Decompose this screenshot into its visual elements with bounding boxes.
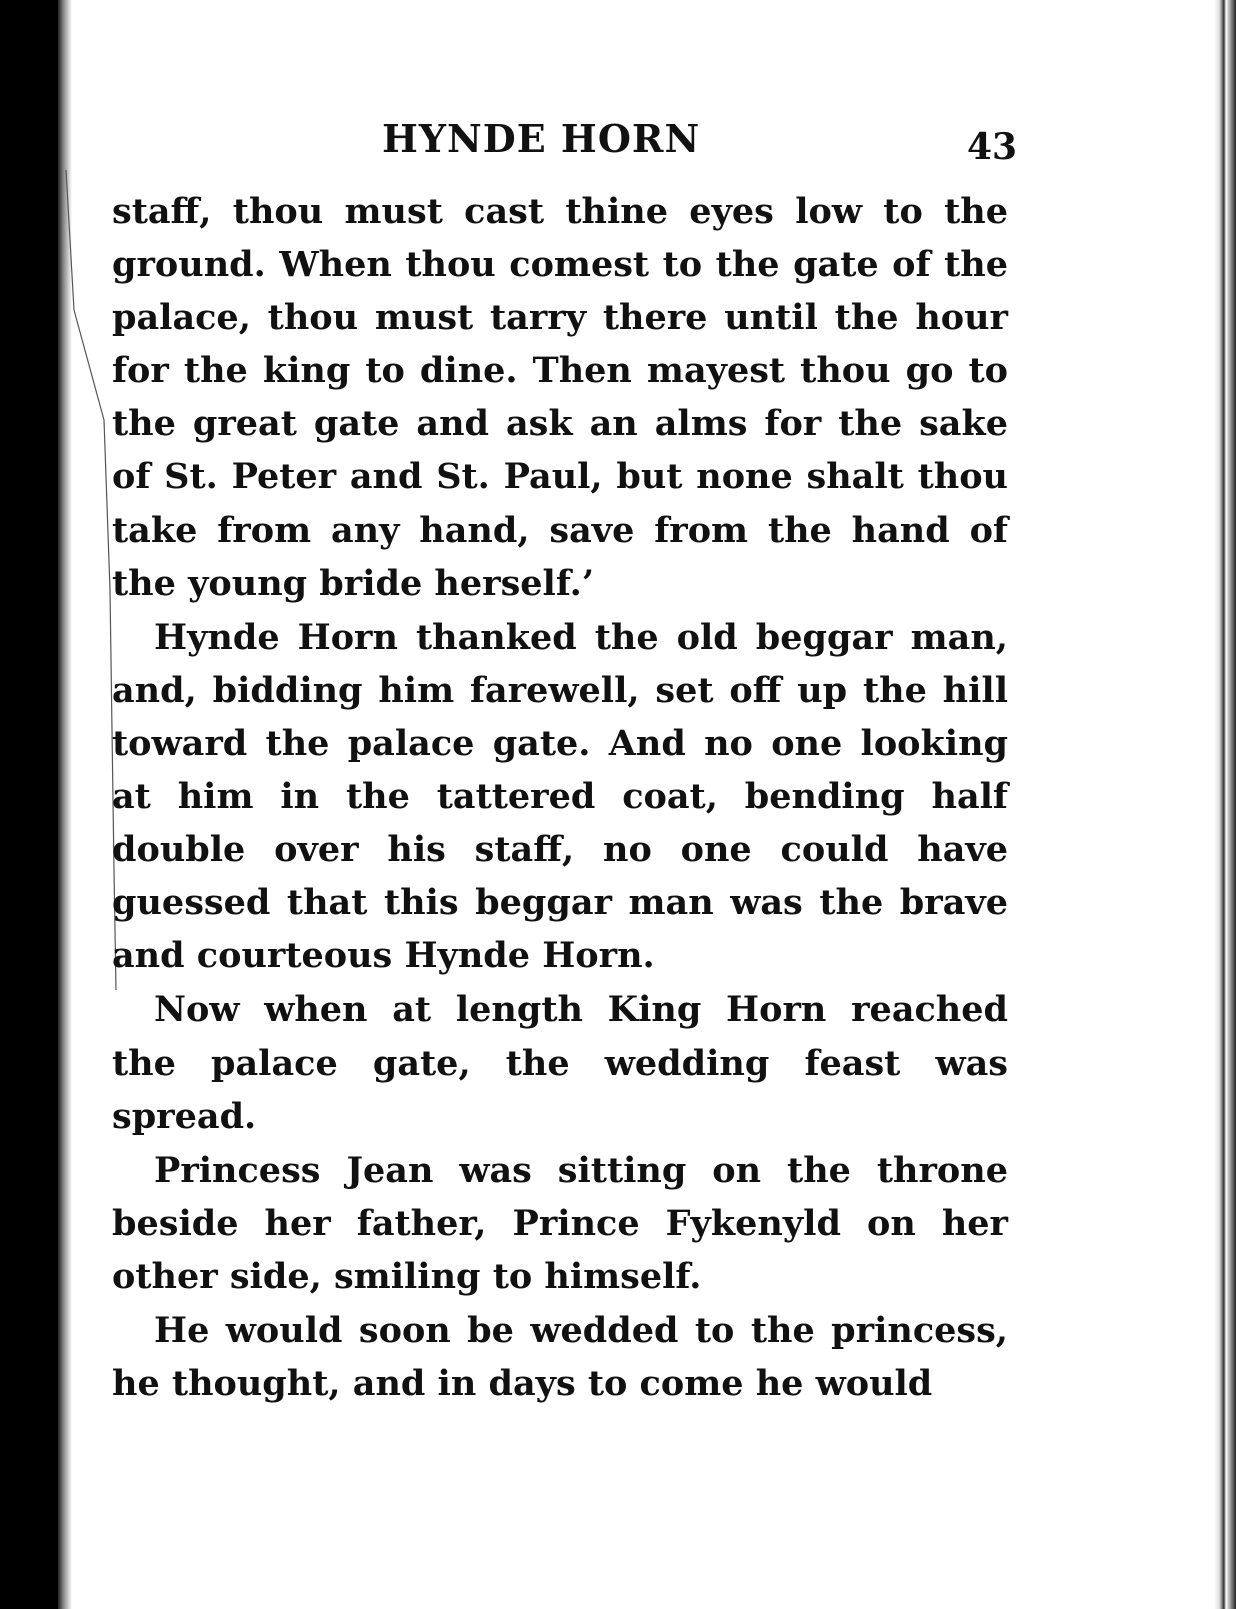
paragraph: Princess Jean was sitting on the throne beside her father, Prince Fykenyld on her other side, smiling to himself.: [112, 1149, 1008, 1297]
scan-page-edge: [1214, 0, 1236, 1609]
paragraph: He would soon be wedded to the princess, he thought, and in days to come he would: [112, 1309, 1008, 1405]
paragraph: Now when at length King Horn reached the palace gate, the wedding feast was spread.: [112, 989, 1008, 1137]
page-header: [112, 112, 1018, 172]
page-number: 43: [967, 126, 1018, 168]
paragraph: Hynde Horn thanked the old beggar man, and, bidding him farewell, set off up the hill toward the palace gate. And no one looking at him in the tattered coat, bending half double over his staff, no one could have guessed that this beggar man was the brave and courteous Hynde Horn.: [112, 616, 1008, 977]
paragraph-continued: staff, thou must cast thine eyes low to the ground. When thou comest to the gate of the palace, thou must tarry there until the hour for the king to dine. Then mayest thou go to the great gate and ask an alms for the sake of St. Peter and St. Paul, but none shalt thou take from any hand, save from the hand of the young bride herself.’: [112, 191, 1008, 604]
scan-binding-shadow: [0, 0, 62, 1609]
body-text: [112, 185, 1008, 1411]
running-title: HYNDE HORN: [382, 116, 701, 161]
